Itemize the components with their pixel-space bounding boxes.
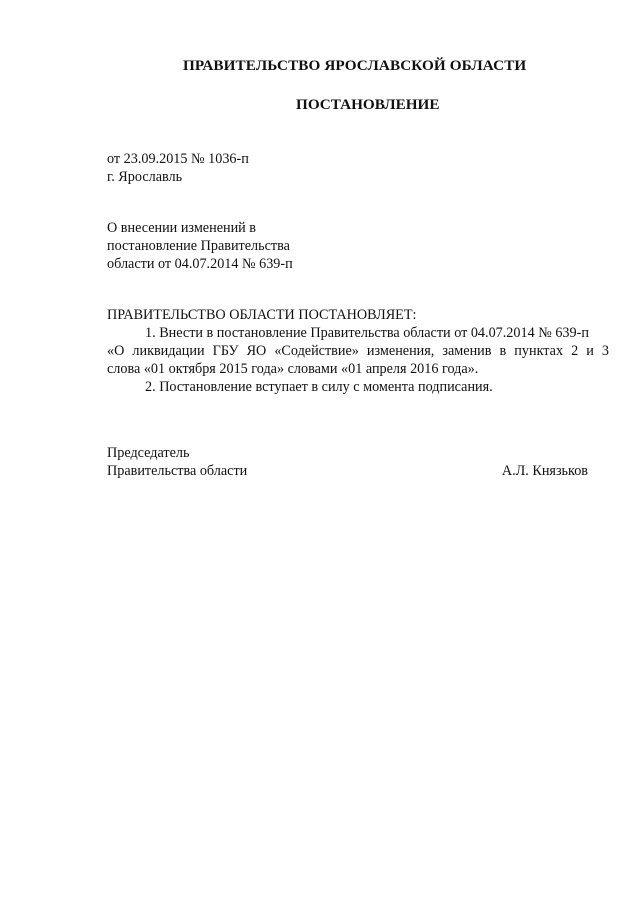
item1-line: «О ликвидации ГБУ ЯО «Содействие» изменения, заменив в пунктах 2 и 3	[107, 343, 609, 359]
subject-line: постановление Правительства	[107, 238, 290, 254]
signature-position-line: Председатель	[107, 445, 190, 461]
item1-line: 1. Внести в постановление Правительства области от 04.07.2014 № 639-п	[145, 325, 589, 341]
document-city: г. Ярославль	[107, 169, 183, 185]
document-date-number: от 23.09.2015 № 1036-п	[107, 151, 249, 167]
subject-line: области от 04.07.2014 № 639-п	[107, 256, 293, 272]
document-type-title: ПОСТАНОВЛЕНИЕ	[296, 96, 440, 113]
signature-position-line: Правительства области	[107, 463, 248, 479]
resolution-preamble: ПРАВИТЕЛЬСТВО ОБЛАСТИ ПОСТАНОВЛЯЕТ:	[107, 307, 417, 323]
item1-line: слова «01 октября 2015 года» словами «01 апреля 2016 года».	[107, 361, 479, 377]
subject-line: О внесении изменений в	[107, 220, 257, 236]
item2-text: 2. Постановление вступает в силу с момента подписания.	[145, 379, 493, 395]
government-title: ПРАВИТЕЛЬСТВО ЯРОСЛАВСКОЙ ОБЛАСТИ	[183, 57, 527, 74]
signatory-name: А.Л. Князьков	[501, 463, 588, 479]
